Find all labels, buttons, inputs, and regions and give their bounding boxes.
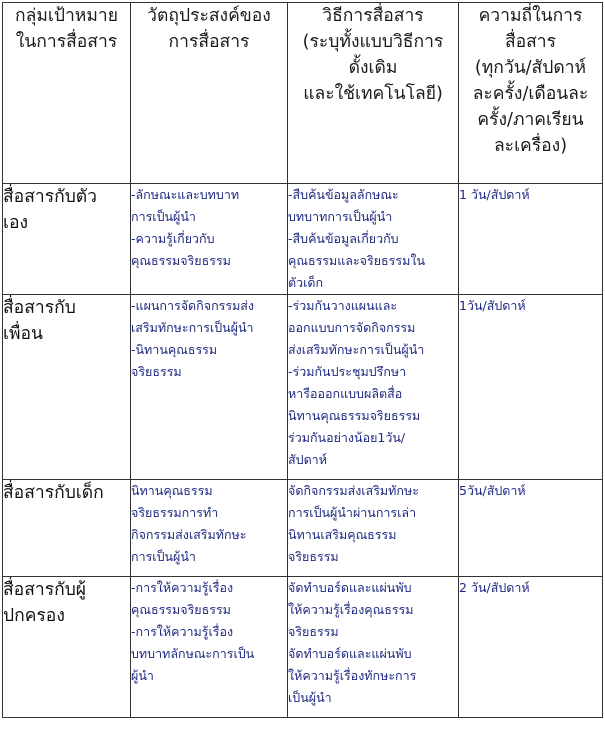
header-line: การสื่อสาร [168, 32, 250, 52]
cell-line: สื่อสารกับเด็ก [3, 483, 104, 503]
cell-line: -ลักษณะและบทบาท [131, 187, 240, 202]
communication-plan-table [2, 2, 603, 718]
cell-line: ร่วมกันอย่างน้อย1วัน/ [288, 430, 406, 445]
cell-line: จริยธรรม [131, 364, 182, 379]
header-method [288, 3, 459, 184]
header-line: ละครั้ง/เดือนละ [472, 84, 589, 104]
cell-line: นิทานเสริมคุณธรรม [288, 527, 397, 542]
cell-line: คุณธรรมจริยธรรม [131, 602, 231, 617]
cell-line: -สืบค้นข้อมูลลักษณะ [288, 187, 399, 202]
cell-line: ผู้นำ [131, 668, 154, 683]
cell-line: -นิทานคุณธรรม [131, 342, 218, 357]
frequency-cell [459, 577, 603, 718]
cell-line: ออกแบบการจัดกิจกรรม [288, 320, 416, 335]
header-line: (ระบุทั้งแบบวิธีการ [302, 32, 444, 52]
cell-line: หารือออกแบบผลิตสื่อ [288, 386, 403, 401]
cell-line: เอง [3, 213, 29, 233]
header-line: ละเครื่อง) [493, 136, 568, 156]
cell-line: จัดกิจกรรมส่งเสริมทักษะ [288, 483, 419, 498]
cell-line: -การให้ความรู้เรื่อง [131, 624, 234, 639]
target-group-cell [3, 577, 131, 718]
cell-line: นิทานคุณธรรมจริยธรรม [288, 408, 421, 423]
target-group-cell [3, 295, 131, 480]
header-line: สื่อสาร [504, 32, 557, 52]
cell-line: -สืบค้นข้อมูลเกี่ยวกับ [288, 231, 399, 246]
cell-line: จัดทำบอร์ดและแผ่นพับ [288, 646, 412, 661]
header-line: (ทุกวัน/สัปดาห์ [474, 58, 587, 78]
header-line: ความถี่ในการ [478, 6, 583, 26]
header-line: วัตถุประสงค์ของ [147, 6, 271, 26]
target-group-cell [3, 184, 131, 295]
header-target-group [3, 3, 131, 184]
table-row [3, 577, 603, 718]
cell-line: การเป็นผู้นำ [131, 209, 196, 224]
frequency-cell [459, 480, 603, 577]
cell-line: ให้ความรู้เรื่องคุณธรรม [288, 602, 414, 617]
cell-line: คุณธรรมจริยธรรม [131, 253, 231, 268]
cell-line: กิจกรรมส่งเสริมทักษะ [131, 527, 247, 542]
cell-line: จริยธรรม [288, 549, 339, 564]
method-cell [288, 184, 459, 295]
cell-line: บทบาทการเป็นผู้นำ [288, 209, 393, 224]
header-line: กลุ่มเป้าหมาย [15, 6, 118, 26]
cell-line: -ร่วมกันประชุมปรึกษา [288, 364, 407, 379]
cell-line: เป็นผู้นำ [288, 690, 332, 705]
cell-line: สัปดาห์ [288, 452, 327, 467]
method-cell [288, 480, 459, 577]
table-row [3, 295, 603, 480]
cell-line: 1 วัน/สัปดาห์ [459, 187, 530, 202]
cell-line: การเป็นผู้นำผ่านการเล่า [288, 505, 417, 520]
header-line: ในการสื่อสาร [15, 32, 118, 52]
cell-line: ส่งเสริมทักษะการเป็นผู้นำ [288, 342, 425, 357]
table-row [3, 184, 603, 295]
header-row [3, 3, 603, 184]
cell-line: เสริมทักษะการเป็นผู้นำ [131, 320, 254, 335]
header-line: ดั้งเดิม [348, 58, 398, 78]
cell-line: จริยธรรม [288, 624, 339, 639]
cell-line: -การให้ความรู้เรื่อง [131, 580, 234, 595]
cell-line: จริยธรรมการทำ [131, 505, 219, 520]
header-frequency [459, 3, 603, 184]
method-cell [288, 577, 459, 718]
cell-line: ปกครอง [3, 606, 65, 626]
header-line: และใช้เทคโนโลยี) [303, 84, 443, 104]
cell-line: -แผนการจัดกิจกรรมส่ง [131, 298, 255, 313]
cell-line: ให้ความรู้เรื่องทักษะการ [288, 668, 417, 683]
table-row [3, 480, 603, 577]
cell-line: จัดทำบอร์ดและแผ่นพับ [288, 580, 412, 595]
header-objective [131, 3, 288, 184]
cell-line: 2 วัน/สัปดาห์ [459, 580, 530, 595]
cell-line: สื่อสารกับตัว [3, 187, 97, 207]
objective-cell [131, 480, 288, 577]
cell-line: ตัวเด็ก [288, 275, 324, 290]
cell-line: -ร่วมกันวางแผนและ [288, 298, 398, 313]
objective-cell [131, 577, 288, 718]
cell-line: สื่อสารกับ [3, 298, 76, 318]
cell-line: 5วัน/สัปดาห์ [459, 483, 526, 498]
frequency-cell [459, 184, 603, 295]
cell-line: เพื่อน [3, 324, 43, 344]
objective-cell [131, 295, 288, 480]
objective-cell [131, 184, 288, 295]
cell-line: -ความรู้เกี่ยวกับ [131, 231, 215, 246]
frequency-cell [459, 295, 603, 480]
header-line: ครั้ง/ภาคเรียน [477, 110, 584, 130]
cell-line: คุณธรรมและจริยธรรมใน [288, 253, 425, 268]
cell-line: สื่อสารกับผู้ [3, 580, 87, 600]
cell-line: 1วัน/สัปดาห์ [459, 298, 526, 313]
method-cell [288, 295, 459, 480]
cell-line: บทบาทลักษณะการเป็น [131, 646, 255, 661]
cell-line: การเป็นผู้นำ [131, 549, 196, 564]
header-line: วิธีการสื่อสาร [322, 6, 424, 26]
target-group-cell [3, 480, 131, 577]
cell-line: นิทานคุณธรรม [131, 483, 213, 498]
